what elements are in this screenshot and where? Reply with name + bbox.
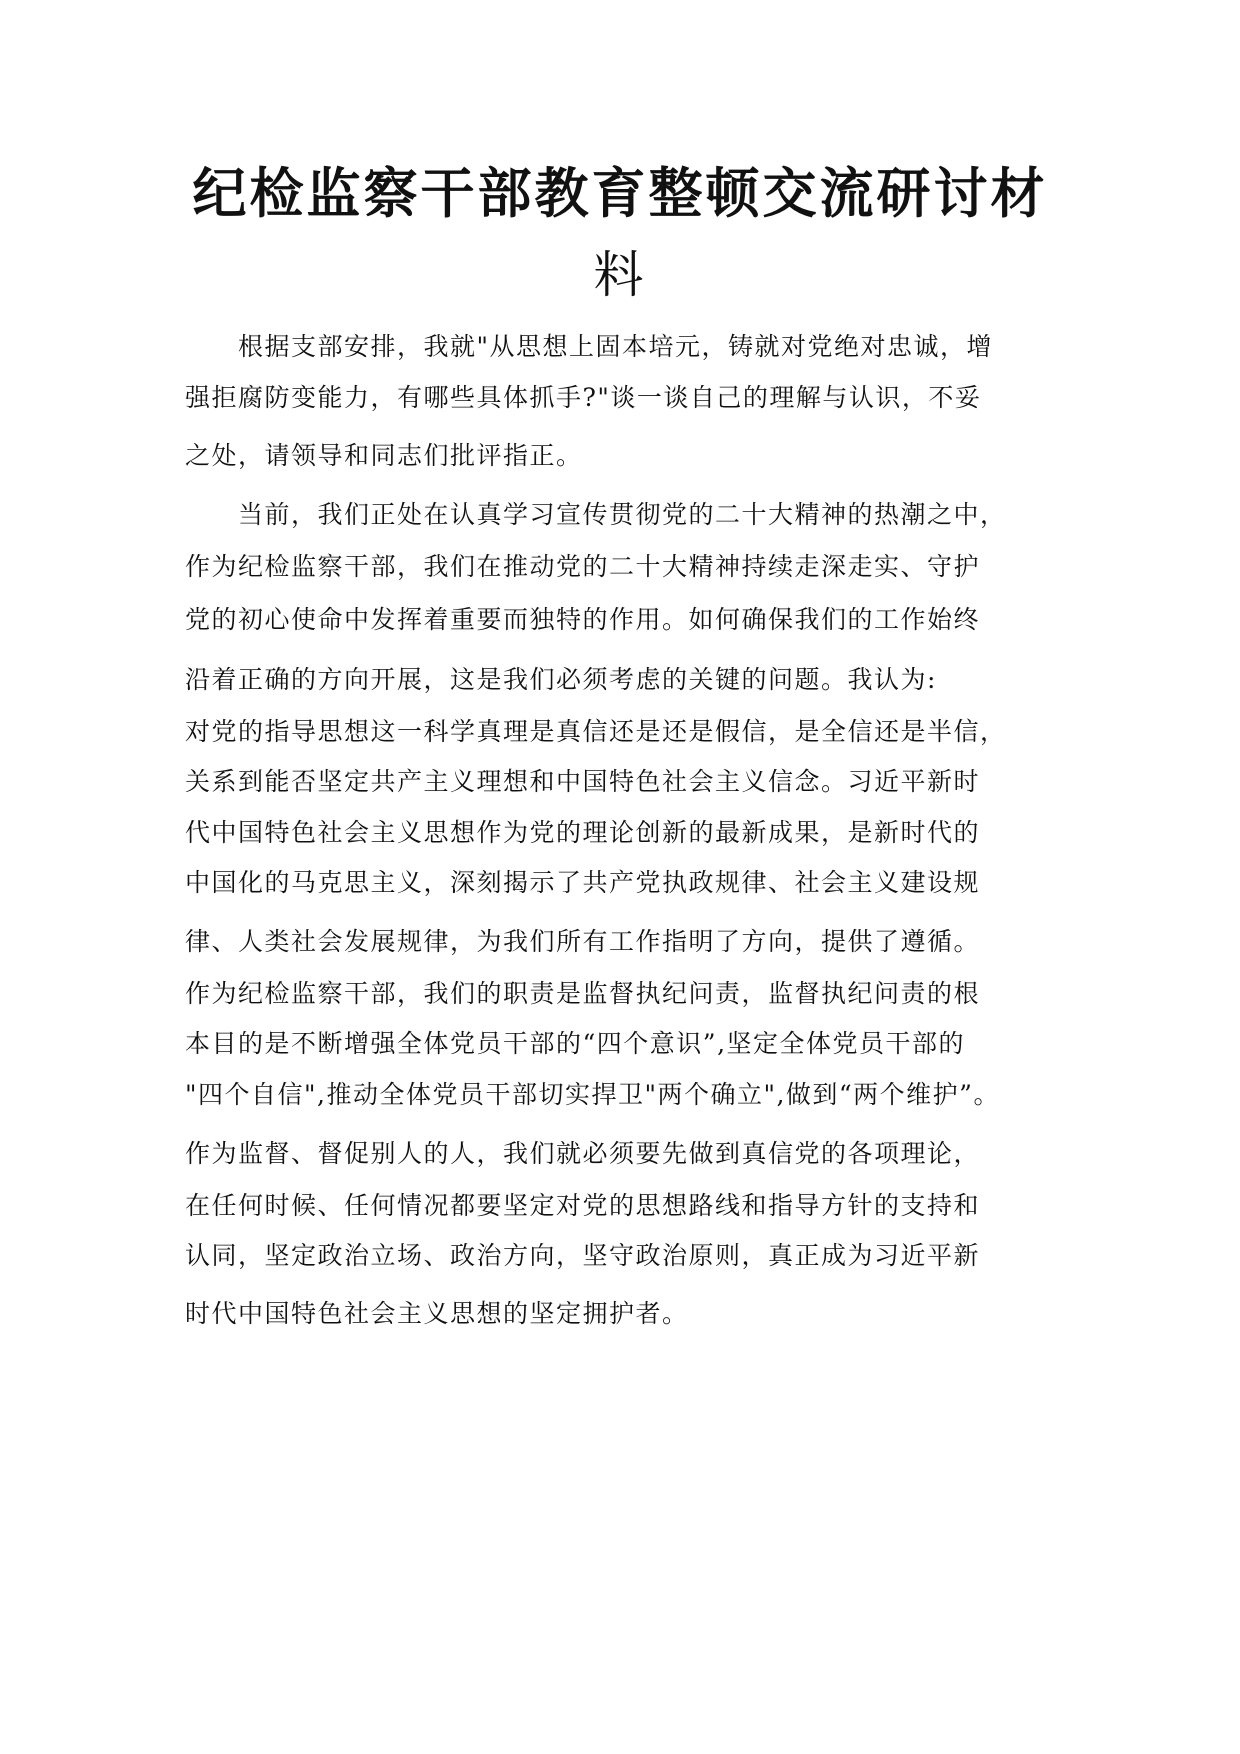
body-line: 作为纪检监察干部，我们在推动党的二十大精神持续走深走实、守护 <box>185 552 981 581</box>
body-line: 党的初心使命中发挥着重要而独特的作用。如何确保我们的工作始终 <box>185 605 981 634</box>
body-line: 本目的是不断增强全体党员干部的“四个意识”,坚定全体党员干部的 <box>185 1029 966 1058</box>
body-line: "四个自信",推动全体党员干部切实捍卫"两个确立",做到“两个维护”。 <box>185 1080 1000 1109</box>
body-line: 律、人类社会发展规律，为我们所有工作指明了方向，提供了遵循。 <box>185 927 981 956</box>
body-line: 作为纪检监察干部，我们的职责是监督执纪问责，监督执纪问责的根 <box>185 979 981 1008</box>
document-title-line-2: 料 <box>593 246 647 304</box>
body-line: 代中国特色社会主义思想作为党的理论创新的最新成果，是新时代的 <box>185 818 981 847</box>
body-line: 中国化的马克思主义，深刻揭示了共产党执政规律、社会主义建设规 <box>185 868 981 897</box>
body-line: 之处，请领导和同志们批评指正。 <box>185 441 583 470</box>
body-line: 时代中国特色社会主义思想的坚定拥护者。 <box>185 1299 689 1328</box>
body-line: 对党的指导思想这一科学真理是真信还是还是假信，是全信还是半信， <box>185 717 1007 746</box>
body-line: 在任何时候、任何情况都要坚定对党的思想路线和指导方针的支持和 <box>185 1191 981 1220</box>
body-line: 认同，坚定政治立场、政治方向，坚守政治原则，真正成为习近平新 <box>185 1241 981 1270</box>
body-line: 根据支部安排，我就"从思想上固本培元，铸就对党绝对忠诚，增 <box>185 332 994 361</box>
body-line: 作为监督、督促别人的人，我们就必须要先做到真信党的各项理论， <box>185 1139 981 1168</box>
body-line: 当前，我们正处在认真学习宣传贯彻党的二十大精神的热潮之中， <box>185 500 1007 529</box>
body-line: 沿着正确的方向开展，这是我们必须考虑的关键的问题。我认为: <box>185 665 937 694</box>
body-line: 关系到能否坚定共产主义理想和中国特色社会主义信念。习近平新时 <box>185 767 981 796</box>
document-title-line-1: 纪检监察干部教育整顿交流研讨材 <box>192 162 1048 225</box>
body-line: 强拒腐防变能力，有哪些具体抓手?"谈一谈自己的理解与认识，不妥 <box>185 383 982 412</box>
